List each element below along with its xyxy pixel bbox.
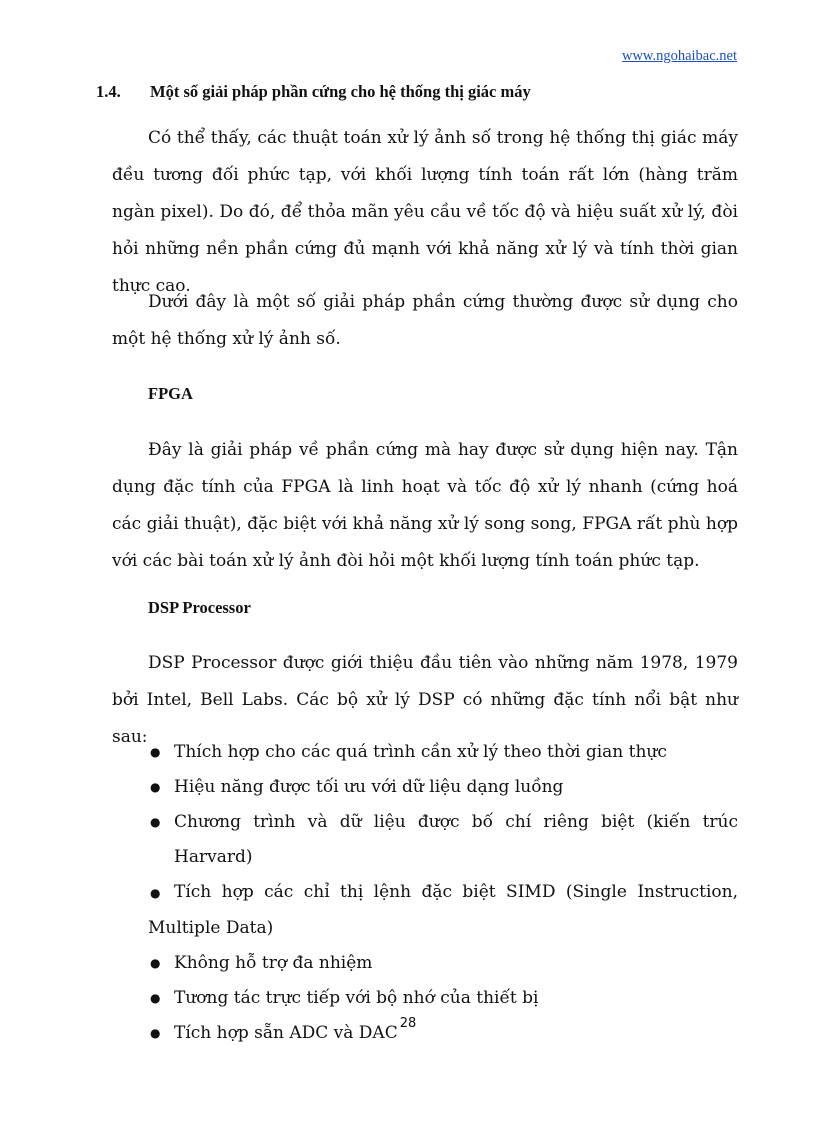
dsp-feature-list [148, 735, 738, 1051]
list-item: ● Thích hợp cho các quá trình cần xử lý theo thời gian thực [148, 735, 738, 770]
overview-paragraph: Dưới đây là một số giải pháp phần cứng thường được sử dụng cho một hệ thống xử lý ảnh số. [112, 292, 738, 349]
list-item: ● Tích hợp sẵn ADC và DAC [148, 1016, 738, 1051]
section-number: 1.4. [96, 82, 121, 101]
list-item: ● Chương trình và dữ liệu được bố chí riêng biệt (kiến trúc Harvard) [148, 805, 738, 875]
bullet-icon: ● [150, 815, 161, 829]
bullet-icon: ● [150, 956, 161, 970]
list-item: ● Hiệu năng được tối ưu với dữ liệu dạng luồng [148, 770, 738, 805]
fpga-paragraph: Đây là giải pháp về phần cứng mà hay được sử dụng hiện nay. Tận dụng đặc tính của FPGA là linh hoạt và tốc độ xử lý nhanh (cứng hoá các giải thuật), đặc biệt với khả năng xử lý song song, FPGA rất phù hợp với các bài toán xử lý ảnh đòi hỏi một khối lượng tính toán phức tạp. [112, 440, 738, 571]
dsp-paragraph: DSP Processor được giới thiệu đầu tiên vào những năm 1978, 1979 bởi Intel, Bell Labs. Các bộ xử lý DSP có những đặc tính nổi bật như sau: [112, 653, 738, 747]
bullet-icon: ● [150, 745, 161, 759]
bullet-icon: ● [150, 991, 161, 1005]
bullet-icon: ● [150, 1026, 161, 1040]
section-heading [96, 82, 741, 102]
bullet-icon: ● [150, 780, 161, 794]
list-item: ● Tương tác trực tiếp với bộ nhớ của thiết bị [148, 981, 738, 1016]
fpga-heading: FPGA [148, 384, 193, 403]
list-item: ● Không hỗ trợ đa nhiệm [148, 946, 738, 981]
list-item: ● Tích hợp các chỉ thị lệnh đặc biệt SIMD (Single Instruction, Multiple Data) [148, 882, 738, 938]
dsp-heading: DSP Processor [148, 598, 251, 617]
website-link[interactable]: www.ngohaibac.net [621, 48, 737, 64]
section-title: Một số giải pháp phần cứng cho hệ thống thị giác máy [150, 82, 531, 101]
page-number: 28 [399, 1016, 417, 1031]
intro-paragraph: Có thể thấy, các thuật toán xử lý ảnh số trong hệ thống thị giác máy đều tương đối phức tạp, với khối lượng tính toán rất lớn (hàng trăm ngàn pixel). Do đó, để thỏa mãn yêu cầu về tốc độ và hiệu suất xử lý, đòi hỏi những nền phần cứng đủ mạnh với khả năng xử lý và tính thời gian thực cao. [112, 128, 738, 296]
